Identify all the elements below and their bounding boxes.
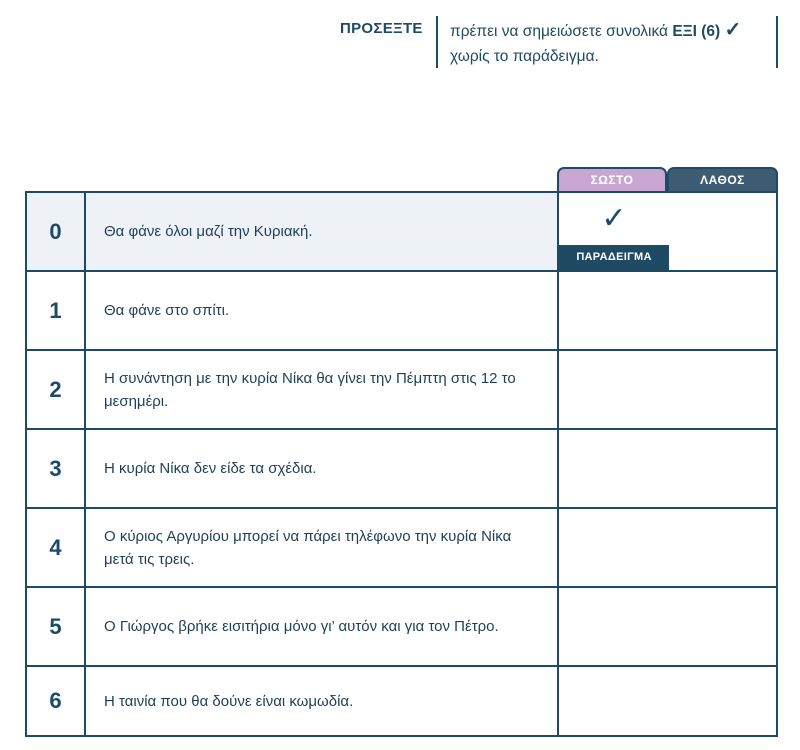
- table-row: [27, 351, 776, 430]
- row-number: 4: [27, 509, 86, 586]
- checkmark-icon: ✓: [724, 19, 742, 41]
- note-line2: χωρίς το παράδειγμα.: [450, 48, 599, 65]
- note-label: ΠΡΟΣΕΞΤΕ: [340, 20, 423, 37]
- wrong-checkbox[interactable]: [669, 351, 776, 428]
- row-number: 1: [27, 272, 86, 349]
- row-statement: [86, 430, 536, 507]
- note-text: [450, 18, 770, 69]
- note-line1-bold: ΕΞΙ (6): [672, 23, 721, 40]
- checkmark-icon: ✓: [601, 202, 627, 235]
- note-line1-prefix: πρέπει να σημειώσετε συνολικά: [450, 23, 673, 40]
- table-row: [27, 509, 776, 588]
- table-row: [27, 430, 776, 509]
- correct-checkbox[interactable]: [557, 667, 671, 735]
- row-number: 5: [27, 588, 86, 665]
- header-correct: ΣΩΣΤΟ: [557, 167, 667, 191]
- row-number: 6: [27, 667, 86, 735]
- statement-text: Ο Γιώργος βρήκε εισιτήρια μόνο γι’ αυτόν και για τον Πέτρο.: [104, 618, 499, 635]
- correct-checkbox[interactable]: [557, 588, 671, 665]
- correct-cell: [557, 193, 671, 270]
- statement-text: Η ταινία που θα δούνε είναι κωμωδία.: [104, 692, 354, 710]
- row-number: 0: [27, 193, 86, 270]
- note-divider-left: [436, 16, 438, 68]
- wrong-checkbox[interactable]: [669, 272, 776, 349]
- statement-text: Ο κύριος Αργυρίου μπορεί να πάρει τηλέφωνο την κυρία Νίκα μετά τις τρεις.: [104, 527, 512, 568]
- header-wrong: ΛΑΘΟΣ: [667, 167, 778, 191]
- row-statement: [86, 667, 536, 735]
- note-divider-right: [776, 16, 778, 68]
- row-statement: [86, 588, 536, 665]
- table-row: [27, 588, 776, 667]
- wrong-checkbox[interactable]: [669, 509, 776, 586]
- row-statement: [86, 509, 536, 586]
- correct-checkbox[interactable]: [557, 509, 671, 586]
- statement-text: Η κυρία Νίκα δεν είδε τα σχέδια.: [104, 460, 317, 477]
- table-row: [27, 272, 776, 351]
- wrong-checkbox[interactable]: [669, 667, 776, 735]
- table-row: [27, 667, 776, 735]
- table-row-example: [27, 193, 776, 272]
- correct-checkbox[interactable]: [557, 272, 671, 349]
- correct-checkbox[interactable]: [557, 430, 671, 507]
- row-statement: [86, 351, 536, 428]
- wrong-checkbox[interactable]: [669, 588, 776, 665]
- statement-text: Θα φάνε όλοι μαζί την Κυριακή.: [104, 223, 313, 240]
- row-statement: [86, 193, 536, 270]
- wrong-cell: [669, 193, 776, 270]
- answer-table: [25, 191, 778, 737]
- row-number: 2: [27, 351, 86, 428]
- correct-checkbox[interactable]: [557, 351, 671, 428]
- row-number: 3: [27, 430, 86, 507]
- statement-text: Θα φάνε στο σπίτι.: [104, 302, 230, 319]
- statement-text: Η συνάντηση με την κυρία Νίκα θα γίνει την Πέμπτη στις 12 το μεσημέρι.: [104, 369, 516, 410]
- wrong-checkbox[interactable]: [669, 430, 776, 507]
- example-tag: ΠΑΡΑΔΕΙΓΜΑ: [559, 245, 669, 270]
- row-statement: [86, 272, 536, 349]
- instruction-note: [340, 14, 780, 68]
